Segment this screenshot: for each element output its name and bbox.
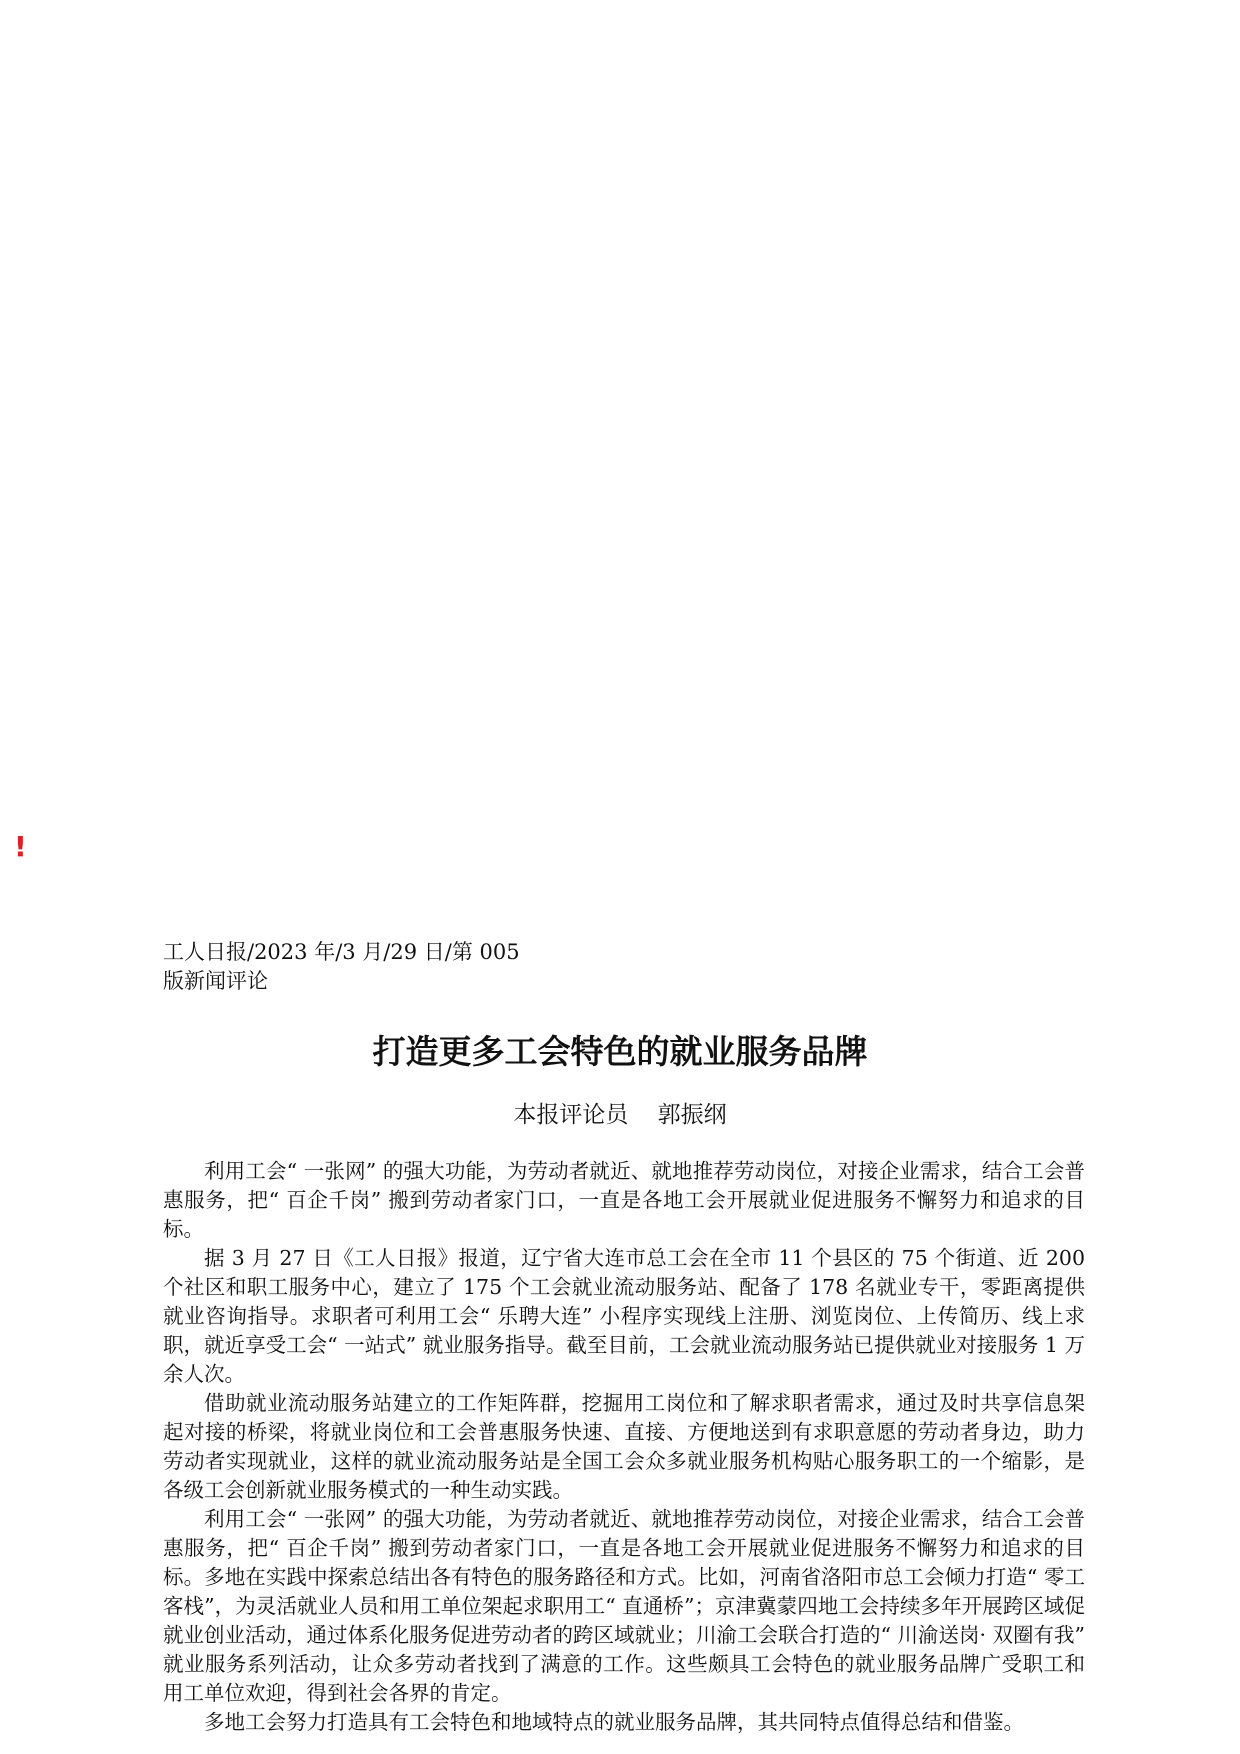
article-paragraph: 据 3 月 27 日《工人日报》报道，辽宁省大连市总工会在全市 11 个县区的 75 个街道、近 200 个社区和职工服务中心，建立了 175 个工会就业流动服务站、配备了 178 名就业专干，零距离提供就业咨询指导。求职者可利用工会“ 乐聘大连” 小程序实现线上注册、浏览岗位、上传简历、线上求职，就近享受工会“ 一站式” 就业服务指导。截至目前，工会就业流动服务站已提供就业对接服务 1 万余人次。 bbox=[163, 1246, 1085, 1386]
article-paragraph: 利用工会“ 一张网” 的强大功能，为劳动者就近、就地推荐劳动岗位，对接企业需求，结合工会普惠服务，把“ 百企千岗” 搬到劳动者家门口，一直是各地工会开展就业促进服务不懈努力和追求的目标。多地在实践中探索总结出各有特色的服务路径和方式。比如，河南省洛阳市总工会倾力打造“ 零工客栈”，为灵活就业人员和用工单位架起求职用工“ 直通桥”；京津冀蒙四地工会持续多年开展跨区域促就业创业活动，通过体系化服务促进劳动者的跨区域就业；川渝工会联合打造的“ 川渝送岗· 双圈有我” 就业服务系列活动，让众多劳动者找到了满意的工作。这些颇具工会特色的就业服务品牌广受职工和用工单位欢迎，得到社会各界的肯定。 bbox=[163, 1507, 1086, 1705]
source-section: 版新闻评论 bbox=[163, 969, 268, 993]
article-body bbox=[163, 1157, 1085, 1737]
article-title: 打造更多工会特色的就业服务品牌 bbox=[372, 1032, 868, 1071]
article-paragraph: 利用工会“ 一张网” 的强大功能，为劳动者就近、就地推荐劳动岗位，对接企业需求，结合工会普惠服务，把“ 百企千岗” 搬到劳动者家门口，一直是各地工会开展就业促进服务不懈努力和追求的目标。 bbox=[163, 1159, 1085, 1241]
source-line bbox=[163, 938, 583, 996]
article-paragraph: 借助就业流动服务站建立的工作矩阵群，挖掘用工岗位和了解求职者需求，通过及时共享信息架起对接的桥梁，将就业岗位和工会普惠服务快速、直接、方便地送到有求职意愿的劳动者身边，助力劳动者实现就业，这样的就业流动服务站是全国工会众多就业服务机构贴心服务职工的一个缩影，是各级工会创新就业服务模式的一种生动实践。 bbox=[163, 1391, 1085, 1502]
source-date: 工人日报/2023 年/3 月/29 日/第 005 bbox=[163, 940, 520, 964]
article-byline: 本报评论员 郭振纲 bbox=[513, 1102, 727, 1128]
alert-marker: ! bbox=[14, 830, 27, 863]
article-paragraph: 多地工会努力打造具有工会特色和地域特点的就业服务品牌，其共同特点值得总结和借鉴。 bbox=[204, 1710, 1024, 1734]
